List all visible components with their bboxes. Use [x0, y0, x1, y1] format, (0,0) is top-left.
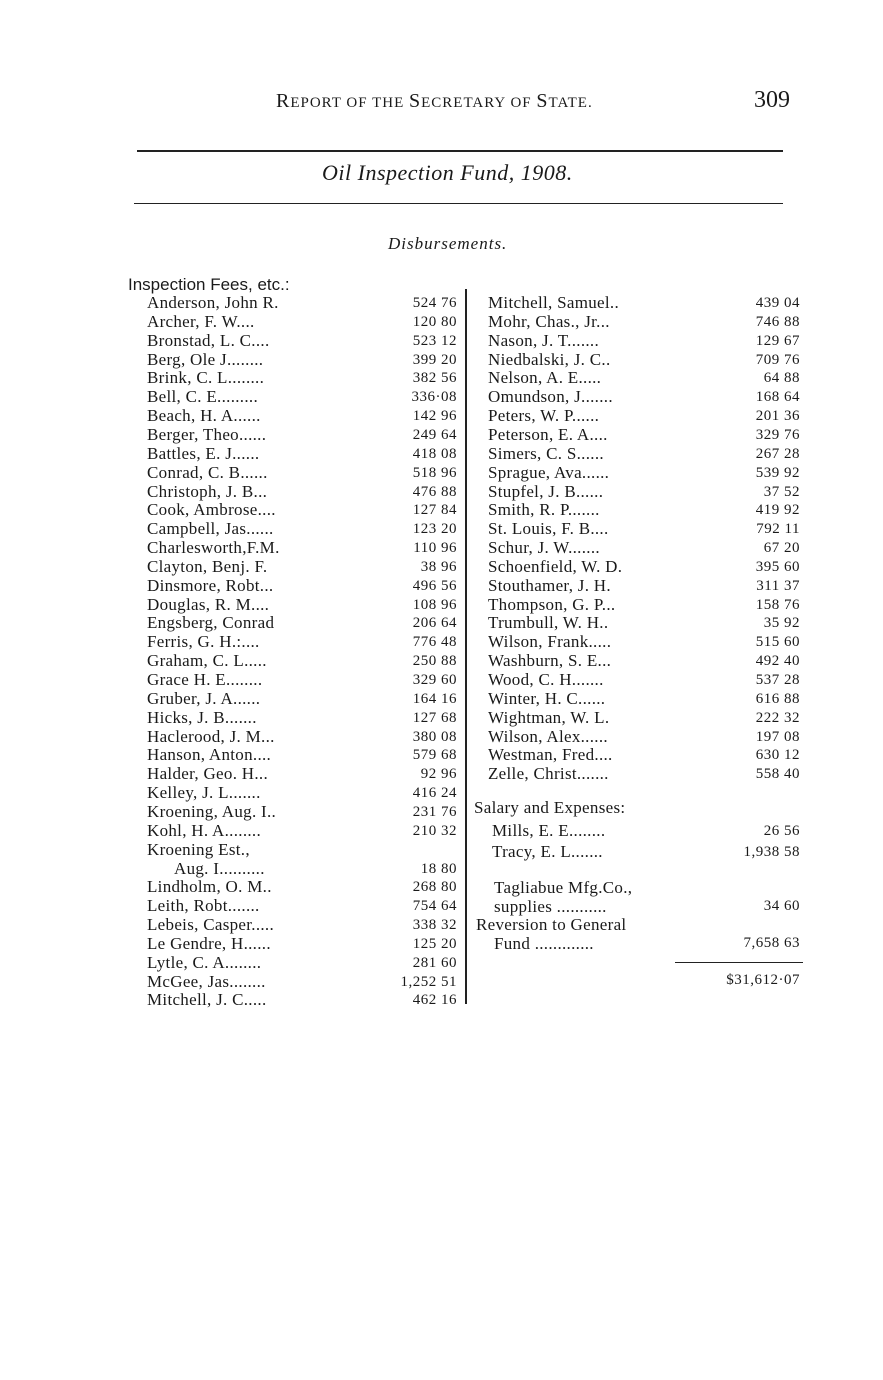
entry-amount: 492 40 — [755, 653, 800, 670]
fund-title: Oil Inspection Fund, 1908. — [322, 160, 573, 185]
supplies-amount: 34 60 — [763, 898, 800, 914]
entry-name: Wilson, Alex...... — [488, 726, 608, 746]
entry-amount: 201 36 — [755, 408, 800, 425]
entry-name: Cook, Ambrose.... — [147, 500, 276, 520]
entry-name: Simers, C. S...... — [488, 443, 604, 463]
entry-amount: 168 64 — [755, 389, 800, 406]
entry-name: Nason, J. T....... — [488, 330, 600, 350]
reversion-line-1: Reversion to General — [476, 915, 627, 934]
entry-name: Douglas, R. M.... — [147, 594, 270, 614]
entry-name: Brink, C. L........ — [147, 368, 265, 388]
entry-name: Lindholm, O. M.. — [147, 877, 272, 897]
entry-amount: 1,938 58 — [743, 844, 800, 860]
reversion-line-2: Fund ............. — [494, 934, 594, 953]
entry-name: St. Louis, F. B.... — [488, 519, 609, 539]
supplies-line-1: Tagliabue Mfg.Co., — [494, 878, 633, 897]
entry-amount: 338 32 — [412, 917, 457, 934]
entry-amount: 268 80 — [412, 879, 457, 896]
entry-name: Washburn, S. E... — [488, 651, 612, 671]
entry-name: Campbell, Jas...... — [147, 519, 274, 539]
entry-name: Christoph, J. B... — [147, 481, 268, 501]
entry-amount: 416 24 — [412, 785, 457, 802]
total-rule — [675, 962, 803, 963]
entry-name: Anderson, John R. — [147, 293, 279, 312]
entry-name: Kelley, J. L....... — [147, 783, 261, 803]
entry-amount: 399 20 — [412, 351, 457, 368]
entry-name: Trumbull, W. H.. — [488, 613, 609, 633]
entry-name: Kroening Est., — [147, 839, 250, 859]
section-title: Disbursements. — [388, 234, 508, 253]
entry-name: Sprague, Ava...... — [488, 462, 610, 482]
entry-name: Bronstad, L. C.... — [147, 330, 270, 350]
entry-amount: 164 16 — [412, 690, 457, 707]
entry-name: Stupfel, J. B...... — [488, 481, 604, 501]
entry-name: Dinsmore, Robt... — [147, 575, 274, 595]
reversion-amount: 7,658 63 — [743, 935, 800, 951]
entry-amount: 630 12 — [755, 747, 800, 764]
entry-name: Haclerood, J. M... — [147, 726, 275, 746]
entry-name: Lytle, C. A........ — [147, 952, 262, 972]
running-head — [276, 90, 593, 113]
entry-name: Zelle, Christ....... — [488, 764, 609, 784]
entry-name: Mitchell, J. C..... — [147, 990, 267, 1010]
entry-name: Omundson, J....... — [488, 387, 613, 407]
entry-amount: 125 20 — [412, 935, 457, 952]
entry-amount: 418 08 — [412, 445, 457, 462]
entry-amount: 197 08 — [755, 728, 800, 745]
entry-amount: 127 84 — [412, 502, 457, 519]
entry-amount: 206 64 — [412, 615, 457, 632]
entry-amount: 579 68 — [412, 747, 457, 764]
entry-name: Smith, R. P....... — [488, 500, 600, 520]
entry-name: Mohr, Chas., Jr... — [488, 311, 610, 331]
entry-amount: 1,252 51 — [400, 973, 457, 990]
entry-amount: 222 32 — [755, 709, 800, 726]
entry-amount: 64 88 — [763, 370, 800, 387]
entry-amount: 329 76 — [755, 426, 800, 443]
entry-name: Le Gendre, H...... — [147, 933, 271, 953]
entry-amount: 462 16 — [412, 992, 457, 1009]
entry-amount: 539 92 — [755, 464, 800, 481]
entry-amount: 120 80 — [412, 313, 457, 330]
entry-amount: 336·08 — [411, 389, 457, 406]
entry-name: Schoenfield, W. D. — [488, 556, 623, 576]
entry-name: Mills, E. E........ — [492, 821, 606, 840]
entry-amount: 524 76 — [412, 295, 457, 311]
entry-name: Schur, J. W....... — [488, 538, 600, 558]
entry-amount: 382 56 — [412, 370, 457, 387]
entry-name: Bell, C. E......... — [147, 387, 259, 407]
entry-amount: 776 48 — [412, 634, 457, 651]
entry-amount: 395 60 — [755, 558, 800, 575]
entry-amount: 311 37 — [756, 577, 800, 594]
entry-name: Battles, E. J...... — [147, 443, 260, 463]
entry-name: Beach, H. A...... — [147, 406, 261, 426]
entry-name: Wilson, Frank..... — [488, 632, 612, 652]
entry-amount: 709 76 — [755, 351, 800, 368]
entry-amount: 281 60 — [412, 954, 457, 971]
entry-name: Tracy, E. L....... — [492, 842, 603, 861]
grand-total: $31,612·07 — [726, 972, 800, 988]
entry-amount: 67 20 — [763, 540, 800, 557]
entry-name: Grace H. E........ — [147, 670, 263, 689]
entry-name: Kohl, H. A........ — [147, 820, 262, 840]
entry-name: Wood, C. H....... — [488, 670, 604, 689]
entry-name: Clayton, Benj. F. — [147, 556, 268, 576]
entry-name: Graham, C. L..... — [147, 651, 267, 671]
entry-name: Engsberg, Conrad — [147, 613, 275, 633]
entry-amount: 37 52 — [763, 483, 800, 500]
entry-name: Nelson, A. E..... — [488, 368, 602, 388]
entry-amount: 110 96 — [413, 540, 457, 557]
running-head-text: TATE. — [548, 95, 593, 111]
entry-amount: 127 68 — [412, 709, 457, 726]
entry-name: Winter, H. C...... — [488, 688, 606, 708]
column-divider — [465, 289, 467, 1004]
page-number: 309 — [754, 87, 790, 113]
entry-name: Berger, Theo...... — [147, 424, 267, 444]
entry-amount: 249 64 — [412, 426, 457, 443]
entry-amount: 210 32 — [412, 822, 457, 839]
running-head-initial: S — [536, 90, 549, 112]
entry-amount: 35 92 — [763, 615, 800, 632]
entry-name: Kroening, Aug. I.. — [147, 801, 277, 821]
entry-name: Peters, W. P...... — [488, 406, 600, 426]
entry-name: Aug. I.......... — [174, 858, 265, 878]
category-label: Inspection Fees, etc.: — [128, 275, 290, 294]
title-bottom-rule — [134, 203, 783, 204]
entry-amount: 496 56 — [412, 577, 457, 594]
entry-amount: 123 20 — [412, 521, 457, 538]
entry-amount: 746 88 — [755, 313, 800, 330]
supplies-line-2: supplies ........... — [494, 897, 607, 916]
entry-name: Thompson, G. P... — [488, 594, 616, 614]
entry-name: Ferris, G. H.:.... — [147, 632, 260, 652]
entry-name: McGee, Jas........ — [147, 971, 266, 991]
entry-amount: 231 76 — [412, 803, 457, 820]
entry-amount: 380 08 — [412, 728, 457, 745]
entry-amount: 754 64 — [412, 898, 457, 915]
running-head-text: ECRETARY OF — [421, 95, 537, 111]
entry-name: Leith, Robt....... — [147, 896, 260, 916]
entry-name: Charlesworth,F.M. — [147, 538, 280, 558]
entry-name: Conrad, C. B...... — [147, 462, 268, 482]
entry-amount: 616 88 — [755, 690, 800, 707]
entry-name: Berg, Ole J........ — [147, 349, 264, 369]
entry-amount: 250 88 — [412, 653, 457, 670]
salary-heading: Salary and Expenses: — [474, 798, 626, 817]
entry-amount: 439 04 — [755, 295, 800, 311]
entry-amount: 537 28 — [755, 672, 800, 688]
entry-name: Niedbalski, J. C.. — [488, 349, 611, 369]
entry-amount: 515 60 — [755, 634, 800, 651]
entry-amount: 18 80 — [420, 860, 457, 877]
entry-amount: 26 56 — [763, 823, 800, 839]
entry-amount: 108 96 — [412, 596, 457, 613]
entry-name: Stouthamer, J. H. — [488, 575, 611, 595]
entry-name: Halder, Geo. H... — [147, 764, 269, 784]
entry-amount: 129 67 — [755, 332, 800, 349]
entry-amount: 329 60 — [412, 672, 457, 688]
entry-name: Westman, Fred.... — [488, 745, 613, 765]
entry-name: Gruber, J. A...... — [147, 688, 261, 708]
entry-amount: 38 96 — [420, 558, 457, 575]
entry-amount: 267 28 — [755, 445, 800, 462]
top-rule — [137, 150, 783, 152]
entry-amount: 142 96 — [412, 408, 457, 425]
entry-amount: 92 96 — [420, 766, 457, 783]
entry-name: Hicks, J. B....... — [147, 707, 257, 727]
entry-name: Wightman, W. L. — [488, 707, 610, 727]
entry-amount: 419 92 — [755, 502, 800, 519]
entry-name: Peterson, E. A.... — [488, 424, 608, 444]
running-head-text: EPORT OF THE — [290, 95, 409, 111]
entry-name: Archer, F. W.... — [147, 311, 255, 331]
entry-amount: 558 40 — [755, 766, 800, 783]
running-head-initial: S — [409, 90, 422, 112]
entry-name: Mitchell, Samuel.. — [488, 293, 619, 312]
entry-name: Hanson, Anton.... — [147, 745, 272, 765]
entry-amount: 476 88 — [412, 483, 457, 500]
entry-amount: 158 76 — [755, 596, 800, 613]
entry-name: Lebeis, Casper..... — [147, 915, 275, 935]
entry-amount: 518 96 — [412, 464, 457, 481]
entry-amount: 792 11 — [756, 521, 800, 538]
running-head-initial: R — [276, 90, 291, 112]
entry-amount: 523 12 — [412, 332, 457, 349]
